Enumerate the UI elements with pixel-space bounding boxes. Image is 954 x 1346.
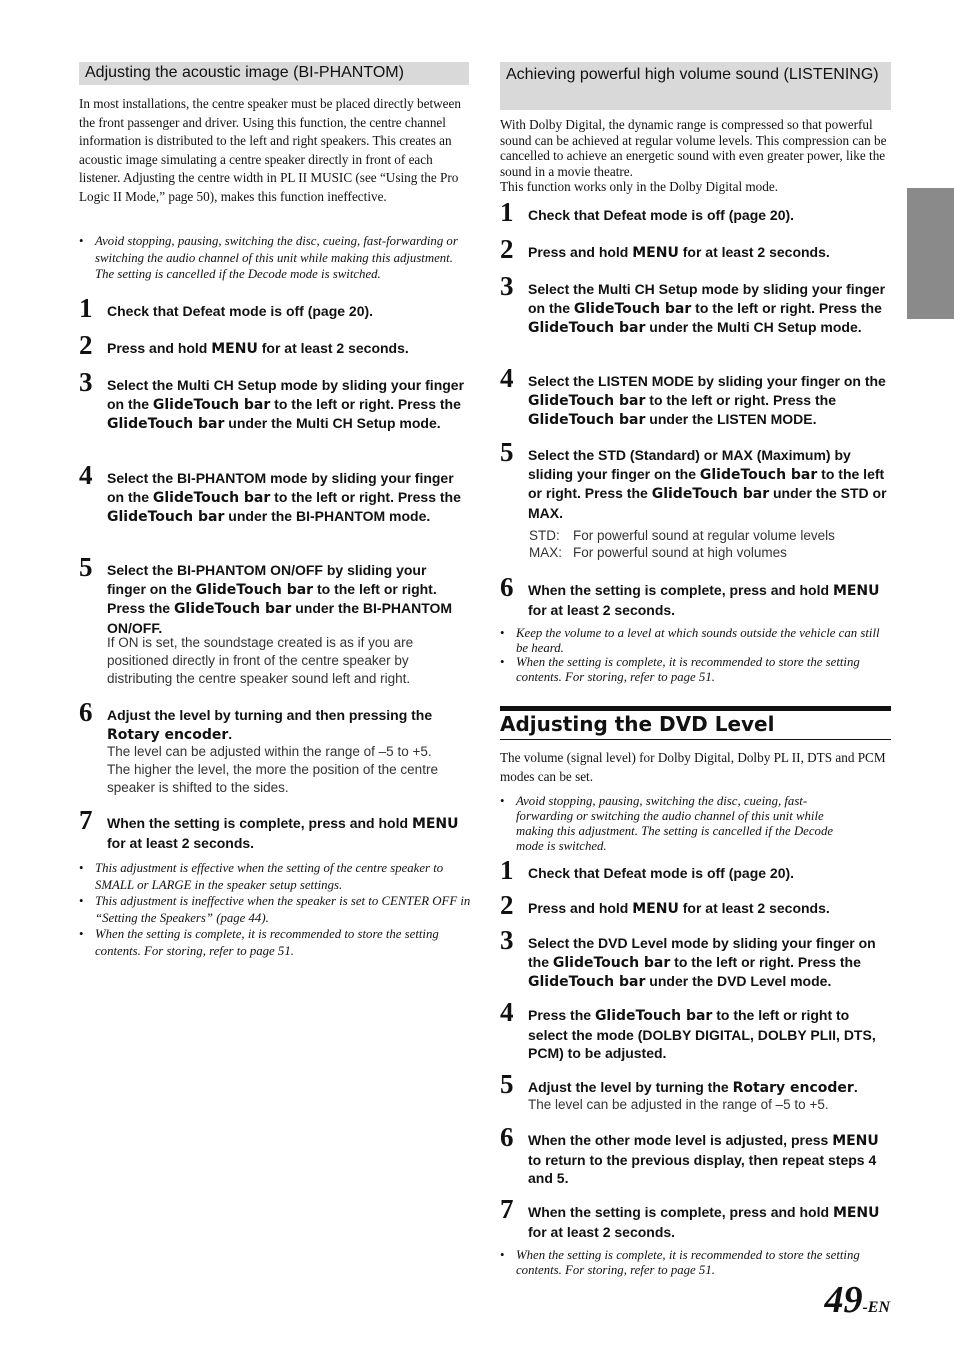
dvd-pre-note: • Avoid stopping, pausing, switching the disc, cueing, fast-forwarding or switching the audio channel of this unit while making this adjustment. The setting is cancelled if the Decode mode is switched.	[500, 794, 834, 853]
section-heading-bi-phantom	[79, 62, 469, 85]
option-std: STD: For powerful sound at regular volume levels	[529, 528, 835, 543]
dvd-notes	[500, 1248, 892, 1278]
notes-list	[79, 860, 471, 959]
bullet: •	[79, 234, 84, 248]
dvd-heading-rule-bottom	[500, 739, 891, 740]
pre-note: • Avoid stopping, pausing, switching the disc, cueing, fast-forwarding or switching the audio channel of this unit while making this adjustment. The setting is cancelled if the Decode mode is switched.	[79, 234, 458, 281]
note-item: • This adjustment is ineffective when the speaker is set to CENTER OFF in “Setting the Speakers” (page 44).	[79, 894, 471, 925]
listening-notes	[500, 626, 892, 684]
section-side-tab	[907, 188, 954, 319]
note-item: • When the setting is complete, it is recommended to store the setting contents. For storing, refer to page 51.	[79, 927, 439, 958]
listening-intro: With Dolby Digital, the dynamic range is compressed so that powerful sound can be achieved at regular volume levels. This compression can be cancelled to achieve an energetic sound with even greater power, like the sound in a movie theatre. This function works only in the Dolby Digital mode.	[500, 117, 887, 195]
dvd-heading-rule-top	[500, 706, 891, 711]
note-item: • Keep the volume to a level at which sounds outside the vehicle can still be heard.	[500, 626, 880, 655]
dvd-step-5-detail: The level can be adjusted in the range of –5 to +5.	[528, 1097, 829, 1112]
option-max: MAX: For powerful sound at high volumes	[529, 545, 787, 560]
step-6-detail: The level can be adjusted within the range of –5 to +5. The higher the level, the more the position of the centre speaker is shifted to the sides.	[107, 744, 438, 795]
intro-paragraph: In most installations, the centre speaker must be placed directly between the front passenger and driver. Using this function, the centre channel information is distributed to the left and right speakers. This creates an acoustic image simulating a centre speaker directly in front of each listener. Adjusting the centre width in PL II MUSIC (see “Using the Pro Logic II Mode,” page 50), makes this function ineffective.	[79, 96, 461, 204]
heading-text: Achieving powerful high volume sound (LISTENING)	[506, 66, 879, 83]
dvd-section-title: Adjusting the DVD Level	[500, 712, 775, 736]
section-heading-listening	[500, 62, 891, 110]
step-5-detail: If ON is set, the soundstage created is as if you are positioned directly in front of the centre speaker by distributing the centre speaker sound left and right.	[107, 635, 414, 686]
page-number: 49-EN	[824, 1279, 890, 1321]
note-item: • When the setting is complete, it is recommended to store the setting contents. For storing, refer to page 51.	[500, 655, 860, 684]
heading-text: Adjusting the acoustic image (BI-PHANTOM)	[85, 64, 404, 81]
note-item: • This adjustment is effective when the setting of the centre speaker to SMALL or LARGE in the speaker setup settings.	[79, 861, 444, 892]
note-item: • When the setting is complete, it is recommended to store the setting contents. For storing, refer to page 51.	[500, 1248, 860, 1277]
dvd-intro: The volume (signal level) for Dolby Digital, Dolby PL II, DTS and PCM modes can be set.	[500, 750, 886, 784]
